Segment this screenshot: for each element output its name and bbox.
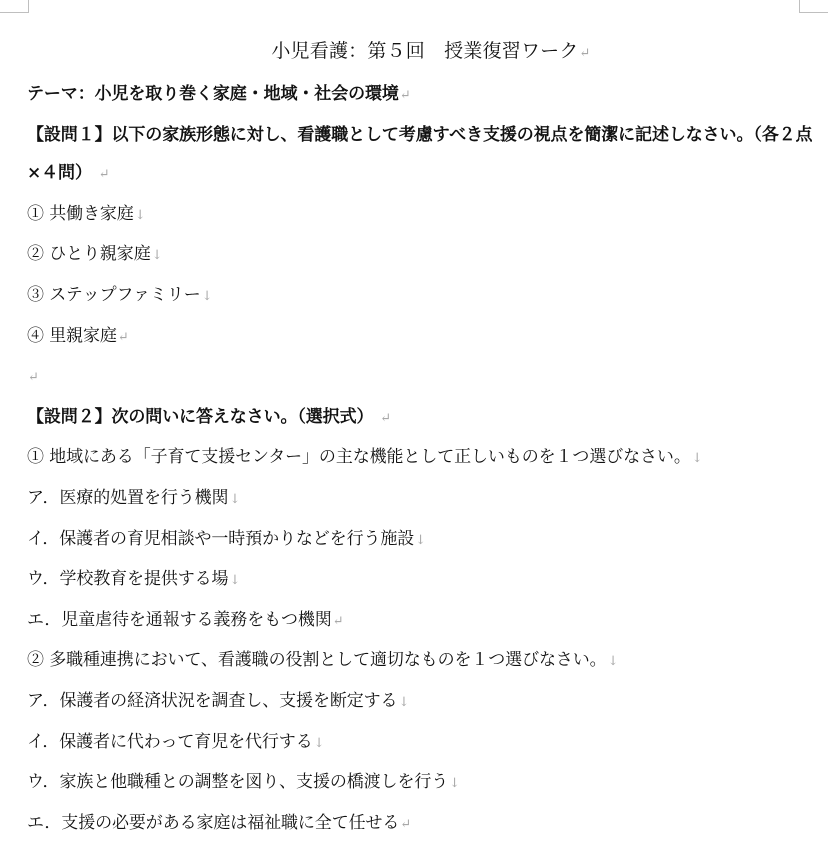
q2-sub1-option: ア．医療的処置を行う機関↓ (27, 487, 241, 508)
document-body[interactable] (27, 30, 813, 844)
q2-sub2-option: イ．保護者に代わって育児を代行する↓ (27, 731, 325, 752)
q2-sub2-question: ② 多職種連携において、看護職の役割として適切なものを１つ選びなさい。↓ (27, 650, 619, 671)
q2-sub2-option: ア．保護者の経済状況を調査し、支援を断定する↓ (27, 690, 410, 711)
q2-sub2-option: ウ．家族と他職種との調整を図り、支援の橋渡しを行う↓ (27, 772, 460, 793)
document-title: 小児看護：第５回 授業復習ワーク↵ (271, 40, 591, 62)
q1-item: ③ ステップファミリー↓ (27, 284, 213, 305)
crop-mark-top-right (799, 0, 828, 13)
q1-item: ④ 里親家庭↵ (27, 325, 129, 346)
q2-sub2-option: エ．支援の必要がある家庭は福祉職に全て任せる↵ (27, 812, 412, 833)
crop-mark-top-left (0, 0, 29, 13)
q1-item: ② ひとり親家庭↓ (27, 244, 163, 265)
q2-sub1-option: エ．児童虐待を通報する義務をもつ機関↵ (27, 609, 344, 630)
q1-item: ① 共働き家庭↓ (27, 203, 146, 224)
q1-heading: 【設問１】以下の家族形態に対し、看護職として考慮すべき支援の視点を簡潔に記述しなさい。（各２点 (27, 124, 813, 145)
empty-paragraph: ↵ (28, 370, 39, 386)
q2-sub1-option: ウ．学校教育を提供する場↓ (27, 569, 241, 590)
q1-heading-cont: ×４問） ↵ (27, 163, 110, 184)
q2-sub1-question: ① 地域にある「子育て支援センター」の主な機能として正しいものを１つ選びなさい。↓ (27, 447, 703, 468)
theme-line: テーマ：小児を取り巻く家庭・地域・社会の環境↵ (27, 84, 411, 104)
q2-sub1-option: イ．保護者の育児相談や一時預かりなどを行う施設↓ (27, 528, 426, 549)
q2-heading: 【設問２】次の問いに答えなさい。（選択式） ↵ (27, 406, 392, 427)
